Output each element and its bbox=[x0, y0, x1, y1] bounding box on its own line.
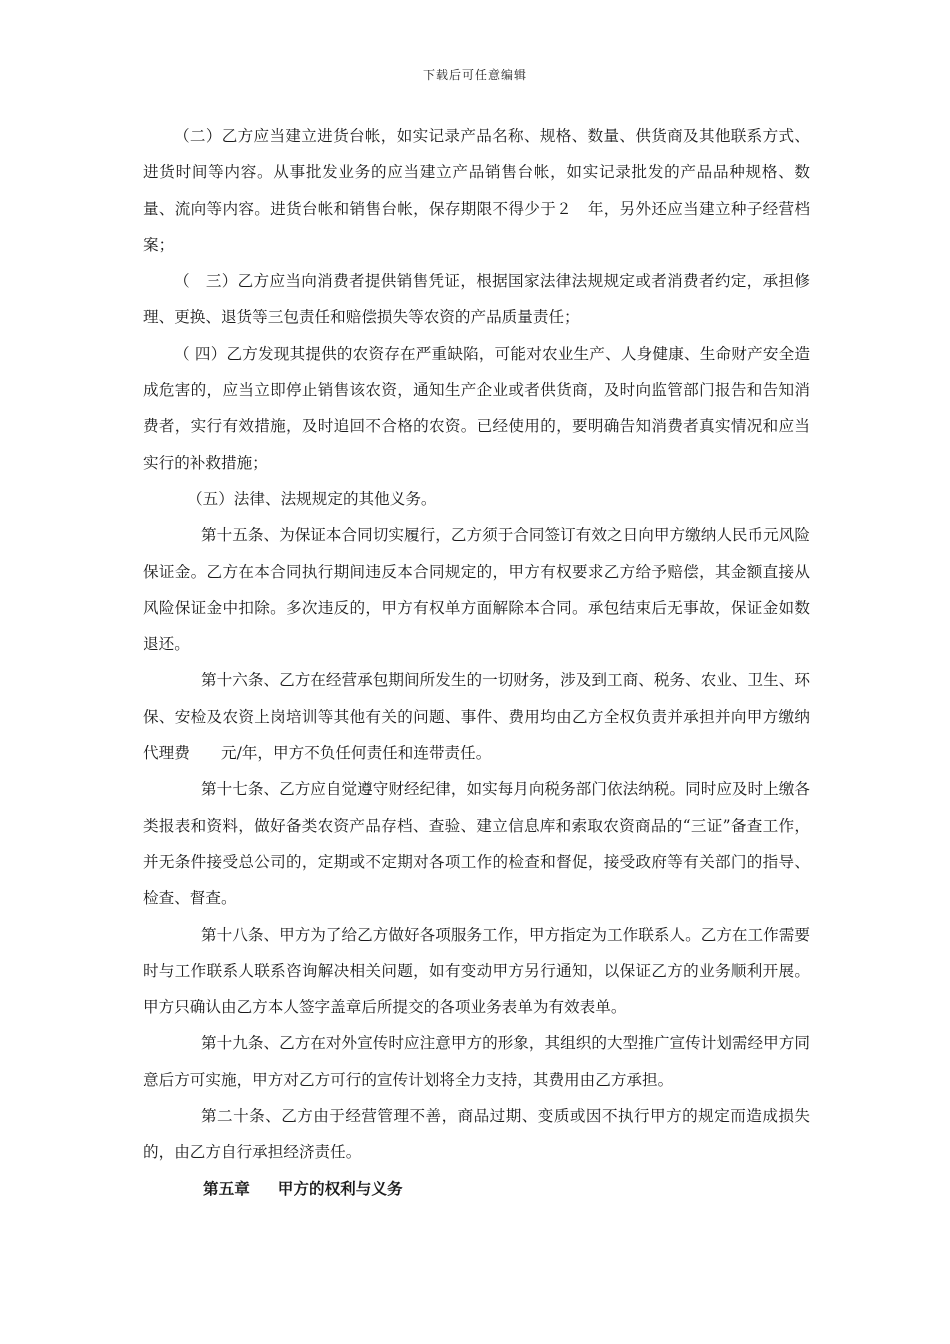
chapter-heading bbox=[143, 1171, 810, 1207]
article-20: 第二十条、乙方由于经营管理不善，商品过期、变质或因不执行甲方的规定而造成损失的，由乙方自行承担经济责任。 bbox=[143, 1107, 810, 1162]
article-18: 第十八条、甲方为了给乙方做好各项服务工作，甲方指定为工作联系人。乙方在工作需要时与工作联系人联系咨询解决相关问题，如有变动甲方另行通知，以保证乙方的业务顺利开展。甲方只确认由乙方本人签字盖章后所提交的各项业务表单为有效表单。 bbox=[143, 925, 810, 1017]
paragraph-item-2: （二）乙方应当建立进货台帐，如实记录产品名称、规格、数量、供货商及其他联系方式、进货时间等内容。从事批发业务的应当建立产品销售台帐，如实记录批发的产品品种规格、数量、流向等内容。进货台帐和销售台帐，保存期限不得少于２ 年，另外还应当建立种子经营档案； bbox=[143, 127, 810, 254]
document-body bbox=[143, 118, 810, 1207]
page-header-note: 下载后可任意编辑 bbox=[422, 68, 527, 82]
chapter-title: 甲方的权利与义务 bbox=[277, 1179, 403, 1198]
chapter-number: 第五章 bbox=[203, 1179, 250, 1198]
article-19: 第十九条、乙方在对外宣传时应注意甲方的形象，其组织的大型推广宣传计划需经甲方同意后方可实施，甲方对乙方可行的宣传计划将全力支持，其费用由乙方承担。 bbox=[143, 1034, 810, 1089]
paragraph-item-5: （五）法律、法规规定的其他义务。 bbox=[187, 489, 437, 508]
article-15: 第十五条、为保证本合同切实履行，乙方须于合同签订有效之日向甲方缴纳人民币元风险保证金。乙方在本合同执行期间违反本合同规定的，甲方有权要求乙方给予赔偿，其金额直接从风险保证金中扣除。多次违反的，甲方有权单方面解除本合同。承包结束后无事故，保证金如数退还。 bbox=[143, 526, 810, 654]
article-16: 第十六条、乙方在经营承包期间所发生的一切财务，涉及到工商、税务、农业、卫生、环保、安检及农资上岗培训等其他有关的问题、事件、费用均由乙方全权负责并承担并向甲方缴纳代理费 元/年，甲方不负任何责任和连带责任。 bbox=[143, 671, 810, 763]
paragraph-item-3: （ 三）乙方应当向消费者提供销售凭证，根据国家法律法规规定或者消费者约定，承担修理、更换、退货等三包责任和赔偿损失等农资的产品质量责任； bbox=[143, 272, 810, 327]
article-17: 第十七条、乙方应自觉遵守财经纪律，如实每月向税务部门依法纳税。同时应及时上缴各类报表和资料，做好备类农资产品存档、查验、建立信息库和索取农资商品的“三证”备查工作，并无条件接受总公司的，定期或不定期对各项工作的检查和督促，接受政府等有关部门的指导、检查、督查。 bbox=[143, 780, 810, 908]
paragraph-item-4: （ 四）乙方发现其提供的农资存在严重缺陷，可能对农业生产、人身健康、生命财产安全造成危害的，应当立即停止销售该农资，通知生产企业或者供货商，及时向监管部门报告和告知消费者，实行有效措施，及时追回不合格的农资。已经使用的，要明确告知消费者真实情况和应当实行的补救措施； bbox=[143, 344, 810, 472]
